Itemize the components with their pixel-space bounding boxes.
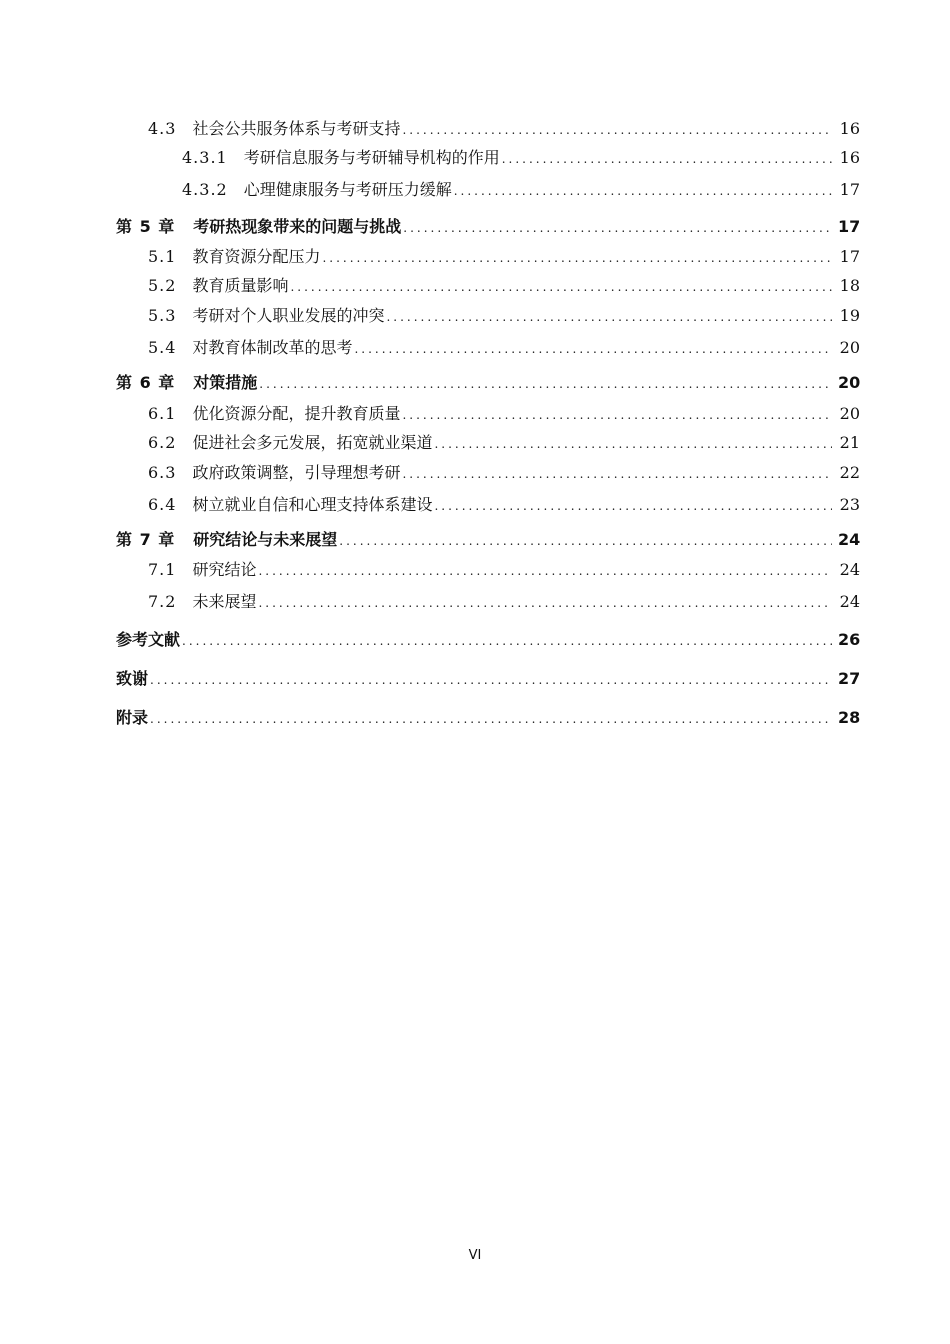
toc-entry-references[interactable] — [116, 628, 860, 652]
toc-entry-title: 致谢 — [116, 669, 149, 688]
toc-entry-number: 4.3.1 — [182, 148, 228, 167]
toc-entry-page: 23 — [839, 495, 860, 514]
toc-entry-title: 教育质量影响 — [192, 276, 289, 295]
toc-entry-number: 6.3 — [148, 463, 177, 482]
toc-entry-page: 20 — [838, 373, 861, 392]
toc-dot-leader — [339, 529, 832, 553]
toc-dot-leader — [434, 432, 832, 456]
toc-dot-leader — [434, 494, 832, 518]
toc-entry-number: 第 5 章 — [116, 217, 176, 236]
toc-entry-page: 27 — [838, 669, 861, 688]
toc-dot-leader — [259, 372, 832, 396]
toc-entry-title: 政府政策调整，引导理想考研 — [192, 463, 401, 482]
toc-entry-4-3[interactable] — [148, 117, 860, 141]
toc-entry-page: 24 — [838, 530, 861, 549]
toc-entry-4-3-2[interactable] — [182, 178, 860, 202]
toc-entry-6-2[interactable] — [148, 431, 860, 455]
toc-entry-6-4[interactable] — [148, 493, 860, 517]
toc-entry-page: 17 — [839, 180, 860, 199]
toc-entry-title: 心理健康服务与考研压力缓解 — [243, 180, 452, 199]
toc-entry-page: 21 — [839, 433, 860, 452]
toc-entry-title: 附录 — [116, 708, 149, 727]
toc-entry-page: 26 — [838, 630, 861, 649]
toc-dot-leader — [454, 179, 832, 203]
toc-entry-number: 5.2 — [148, 276, 177, 295]
toc-entry-chapter-7[interactable] — [116, 528, 860, 552]
toc-entry-5-1[interactable] — [148, 245, 860, 269]
toc-dot-leader — [502, 147, 832, 171]
toc-dot-leader — [386, 305, 832, 329]
toc-entry-chapter-6[interactable] — [116, 371, 860, 395]
toc-dot-leader — [258, 591, 832, 615]
toc-entry-title: 研究结论 — [192, 560, 257, 579]
toc-entry-page: 24 — [839, 560, 860, 579]
toc-entry-6-3[interactable] — [148, 461, 860, 485]
toc-entry-7-2[interactable] — [148, 590, 860, 614]
toc-entry-6-1[interactable] — [148, 402, 860, 426]
toc-entry-number: 7.2 — [148, 592, 177, 611]
toc-entry-page: 17 — [838, 217, 861, 236]
toc-entry-number: 5.4 — [148, 338, 177, 357]
toc-entry-page: 22 — [839, 463, 860, 482]
toc-entry-title: 未来展望 — [192, 592, 257, 611]
toc-dot-leader — [322, 246, 832, 270]
toc-entry-page: 20 — [839, 338, 860, 357]
toc-entry-number: 第 6 章 — [116, 373, 176, 392]
toc-entry-7-1[interactable] — [148, 558, 860, 582]
toc-entry-title: 研究结论与未来展望 — [193, 530, 338, 549]
toc-entry-number: 6.1 — [148, 404, 177, 423]
toc-entry-title: 优化资源分配，提升教育质量 — [192, 404, 401, 423]
toc-dot-leader — [354, 337, 832, 361]
toc-entry-title: 对教育体制改革的思考 — [192, 338, 353, 357]
toc-entry-page: 19 — [839, 306, 860, 325]
toc-entry-number: 7.1 — [148, 560, 177, 579]
toc-entry-title: 教育资源分配压力 — [192, 247, 321, 266]
toc-entry-title: 考研热现象带来的问题与挑战 — [193, 217, 402, 236]
toc-entry-number: 5.1 — [148, 247, 177, 266]
toc-dot-leader — [402, 403, 832, 427]
toc-entry-acknowledgements[interactable] — [116, 667, 860, 691]
toc-dot-leader — [402, 462, 832, 486]
toc-entry-appendix[interactable] — [116, 706, 860, 730]
toc-dot-leader — [150, 668, 832, 692]
toc-entry-title: 参考文献 — [116, 630, 181, 649]
toc-entry-number: 第 7 章 — [116, 530, 176, 549]
toc-entry-5-2[interactable] — [148, 274, 860, 298]
toc-entry-number: 4.3 — [148, 119, 177, 138]
toc-entry-page: 17 — [839, 247, 860, 266]
toc-entry-title: 社会公共服务体系与考研支持 — [192, 119, 401, 138]
page-number-footer: VI — [468, 1248, 482, 1263]
toc-entry-title: 树立就业自信和心理支持体系建设 — [192, 495, 433, 514]
toc-entry-number: 6.4 — [148, 495, 177, 514]
toc-entry-number: 4.3.2 — [182, 180, 228, 199]
toc-entry-page: 18 — [839, 276, 860, 295]
toc-entry-number: 5.3 — [148, 306, 177, 325]
toc-entry-4-3-1[interactable] — [182, 146, 860, 170]
toc-entry-title: 对策措施 — [193, 373, 258, 392]
toc-entry-page: 28 — [838, 708, 861, 727]
toc-dot-leader — [258, 559, 832, 583]
toc-entry-page: 20 — [839, 404, 860, 423]
toc-entry-number: 6.2 — [148, 433, 177, 452]
toc-dot-leader — [150, 707, 832, 731]
toc-entry-title: 考研信息服务与考研辅导机构的作用 — [243, 148, 500, 167]
toc-entry-page: 16 — [839, 148, 860, 167]
toc-dot-leader — [402, 118, 832, 142]
toc-entry-5-4[interactable] — [148, 336, 860, 360]
toc-dot-leader — [182, 629, 832, 653]
toc-dot-leader — [290, 275, 832, 299]
toc-entry-5-3[interactable] — [148, 304, 860, 328]
toc-entry-page: 24 — [839, 592, 860, 611]
toc-entry-page: 16 — [839, 119, 860, 138]
toc-entry-title: 考研对个人职业发展的冲突 — [192, 306, 385, 325]
toc-entry-chapter-5[interactable] — [116, 215, 860, 239]
toc-entry-title: 促进社会多元发展，拓宽就业渠道 — [192, 433, 433, 452]
toc-dot-leader — [403, 216, 832, 240]
